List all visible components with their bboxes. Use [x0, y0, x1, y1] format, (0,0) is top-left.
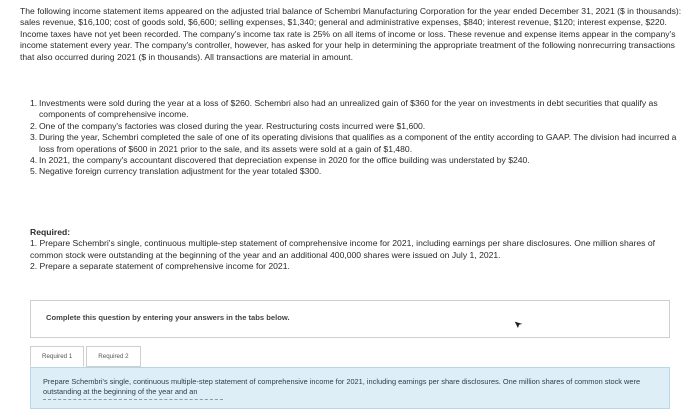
required-heading: Required: [30, 227, 71, 237]
mouse-cursor-icon [512, 317, 526, 331]
list-item-number: 3. [30, 132, 38, 143]
list-item-text: In 2021, the company's accountant discovered that depreciation expense in 2020 for the office building was understated by $240. [39, 155, 530, 166]
list-item-number: 4. [30, 155, 38, 166]
transaction-list [30, 98, 690, 178]
list-item [30, 121, 690, 132]
required-item-2: 2. Prepare a separate statement of comprehensive income for 2021. [30, 261, 290, 272]
instruction-text: Complete this question by entering your answers in the tabs below. [46, 313, 290, 322]
list-item [30, 155, 690, 166]
list-item-number: 5. [30, 166, 38, 177]
list-item-number: 1. [30, 98, 38, 108]
required-section [30, 227, 670, 273]
list-item [30, 132, 690, 155]
list-item [30, 166, 690, 177]
divider [43, 399, 223, 402]
answer-tabs [30, 346, 141, 367]
list-item [30, 98, 690, 121]
list-item-text: One of the company's factories was closed during the year. Restructuring costs incurred were $1,600. [39, 120, 426, 131]
tab-panel [30, 367, 670, 409]
problem-intro: The following income statement items appeared on the adjusted trial balance of Schembri Manufacturing Corporation for the year ended December 31, 2021 ($ in thousands): sales revenue, $16,100; cost of goods sold, $6,600; selling expenses, $1,340; general and administrative expenses, $840; interest revenue, $120; interest expense, $220. Income taxes have not yet been recorded. The company's income tax rate is 25% on all items of income or loss. These revenue and expense items appear in the company's income statement every year. The company's controller, however, has asked for your help in determining the appropriate treatment of the following nonrecurring transactions that also occurred during 2021 ($ in thousands). All transactions are material in amount. [20, 6, 682, 62]
list-item-text: During the year, Schembri completed the sale of one of its operating divisions that qualifies as a component of the entity according to GAAP. The division had incurred a loss from operations of $600 in 2021 prior to the sale, and its assets were sold at a gain of $1,480. [39, 132, 677, 154]
list-item-text: Investments were sold during the year at a loss of $260. Schembri also had an unrealized gain of $360 for the year on investments in debt securities that qualify as components of comprehensive income. [39, 98, 658, 120]
tab-required-1[interactable]: Required 1 [30, 346, 84, 367]
list-item-number: 2. [30, 120, 38, 131]
list-item-text: Negative foreign currency translation adjustment for the year totaled $300. [39, 166, 322, 177]
instruction-box [30, 300, 670, 338]
tab-required-2[interactable]: Required 2 [86, 346, 140, 367]
tab-panel-instructions: Prepare Schembri's single, continuous multiple-step statement of comprehensive income for 2021, including earnings per share disclosures. One million shares of common stock were outstanding at the beginning of the year and an [43, 377, 641, 396]
required-item-1: 1. Prepare Schembri's single, continuous multiple-step statement of comprehensive income for 2021, including earnings per share disclosures. One million shares of common stock were outstanding at the beginning of the year and an additional 400,000 shares were issued on July 1, 2021. [30, 238, 656, 260]
